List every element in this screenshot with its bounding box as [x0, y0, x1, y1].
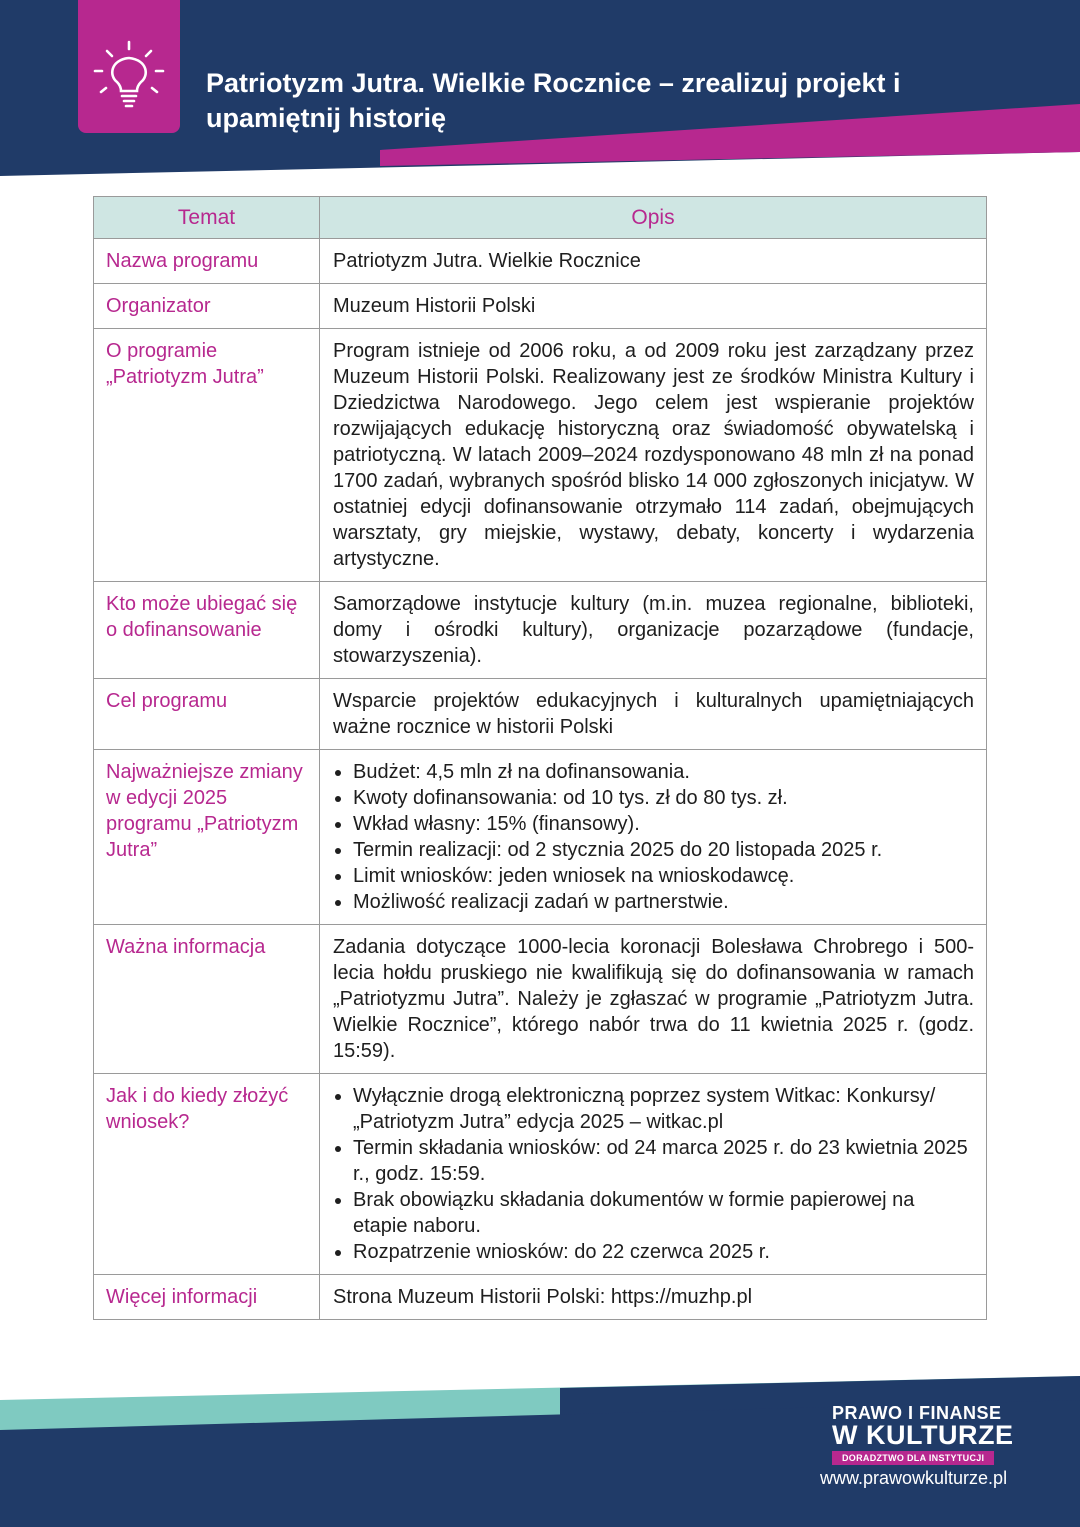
list-item: • Brak obowiązku składania dokumentów w formie papierowej na etapie naboru. [353, 1187, 974, 1239]
row-label: Najważniejsze zmiany w edycji 2025 programu „Patriotyzm Jutra” [94, 750, 320, 925]
list-item: • Limit wniosków: jeden wniosek na wnioskodawcę. [353, 863, 974, 889]
table-row [94, 1275, 987, 1320]
row-value [320, 1074, 987, 1275]
row-value: Strona Muzeum Historii Polski: https://muzhp.pl [320, 1275, 987, 1320]
page-title: Patriotyzm Jutra. Wielkie Rocznice – zrealizuj projekt i upamiętnij historię [206, 68, 901, 133]
lightbulb-badge [78, 0, 180, 133]
table-row [94, 329, 987, 582]
table-row [94, 925, 987, 1074]
row-label: Więcej informacji [94, 1275, 320, 1320]
logo-line-1: PRAWO I FINANSE [832, 1403, 1002, 1423]
row-value: Patriotyzm Jutra. Wielkie Rocznice [320, 239, 987, 284]
row-value: Wsparcie projektów edukacyjnych i kulturalnych upamiętniających ważne rocznice w historii Polski [320, 679, 987, 750]
list-item: • Wyłącznie drogą elektroniczną poprzez system Witkac: Konkursy/„Patriotyzm Jutra” edycja 2025 – witkac.pl [353, 1083, 974, 1135]
row-label: Kto może ubiegać się o dofinansowanie [94, 582, 320, 679]
changes-list [333, 759, 974, 915]
column-header-description: Opis [320, 197, 987, 239]
row-label: Organizator [94, 284, 320, 329]
row-label: Nazwa programu [94, 239, 320, 284]
website-link[interactable]: www.prawowkulturze.pl [820, 1468, 1008, 1488]
howto-list [333, 1083, 974, 1265]
row-value: Samorządowe instytucje kultury (m.in. muzea regionalne, biblioteki, domy i ośrodki kultury), organizacje pozarządowe (fundacje, stowarzyszenia). [320, 582, 987, 679]
lightbulb-icon [92, 38, 166, 112]
table-row [94, 284, 987, 329]
table-row [94, 750, 987, 925]
list-item: • Kwoty dofinansowania: od 10 tys. zł do 80 tys. zł. [353, 785, 974, 811]
program-info-table [93, 196, 987, 1320]
table-row [94, 582, 987, 679]
row-value: Zadania dotyczące 1000-lecia koronacji Bolesława Chrobrego i 500-lecia hołdu pruskiego nie kwalifikują się do dofinansowania w ramach „Patriotyzmu Jutra”. Należy je zgłaszać w programie „Patriotyzm Jutra. Wielkie Rocznice”, którego nabór trwa do 11 kwietnia 2025 r. (godz. 15:59). [320, 925, 987, 1074]
list-item: • Budżet: 4,5 mln zł na dofinansowania. [353, 759, 974, 785]
list-item: • Możliwość realizacji zadań w partnerstwie. [353, 889, 974, 915]
logo-tagline: DORADZTWO DLA INSTYTUCJI [832, 1451, 994, 1465]
row-value [320, 750, 987, 925]
row-label: Ważna informacja [94, 925, 320, 1074]
row-label: Cel programu [94, 679, 320, 750]
list-item: • Rozpatrzenie wniosków: do 22 czerwca 2025 r. [353, 1239, 974, 1265]
row-label: Jak i do kiedy złożyć wniosek? [94, 1074, 320, 1275]
list-item: • Wkład własny: 15% (finansowy). [353, 811, 974, 837]
table-header-row [94, 197, 987, 239]
row-value: Muzeum Historii Polski [320, 284, 987, 329]
list-item: • Termin składania wniosków: od 24 marca 2025 r. do 23 kwietnia 2025 r., godz. 15:59. [353, 1135, 974, 1187]
table-row [94, 1074, 987, 1275]
table-row [94, 679, 987, 750]
row-label: O programie „Patriotyzm Jutra” [94, 329, 320, 582]
header-banner [0, 0, 1080, 180]
table-row [94, 239, 987, 284]
row-value: Program istnieje od 2006 roku, a od 2009 roku jest zarządzany przez Muzeum Historii Polski. Realizowany jest ze środków Ministra Kultury i Dziedzictwa Narodowego. Jego celem jest wspieranie projektów rozwijających edukację historyczną oraz świadomość obywatelską i patriotyczną. W latach 2009–2024 rozdysponowano 48 mln zł na ponad 1700 zadań, wybranych spośród blisko 14 000 zgłoszonych inicjatyw. W ostatniej edycji dofinansowanie otrzymało 114 zadań, obejmujących warsztaty, gry miejskie, wystawy, debaty, koncerty i wydarzenia artystyczne. [320, 329, 987, 582]
column-header-topic: Temat [94, 197, 320, 239]
list-item: • Termin realizacji: od 2 stycznia 2025 do 20 listopada 2025 r. [353, 837, 974, 863]
brand-logo [832, 1403, 1013, 1466]
logo-line-2: W KULTURZE [832, 1420, 1014, 1450]
